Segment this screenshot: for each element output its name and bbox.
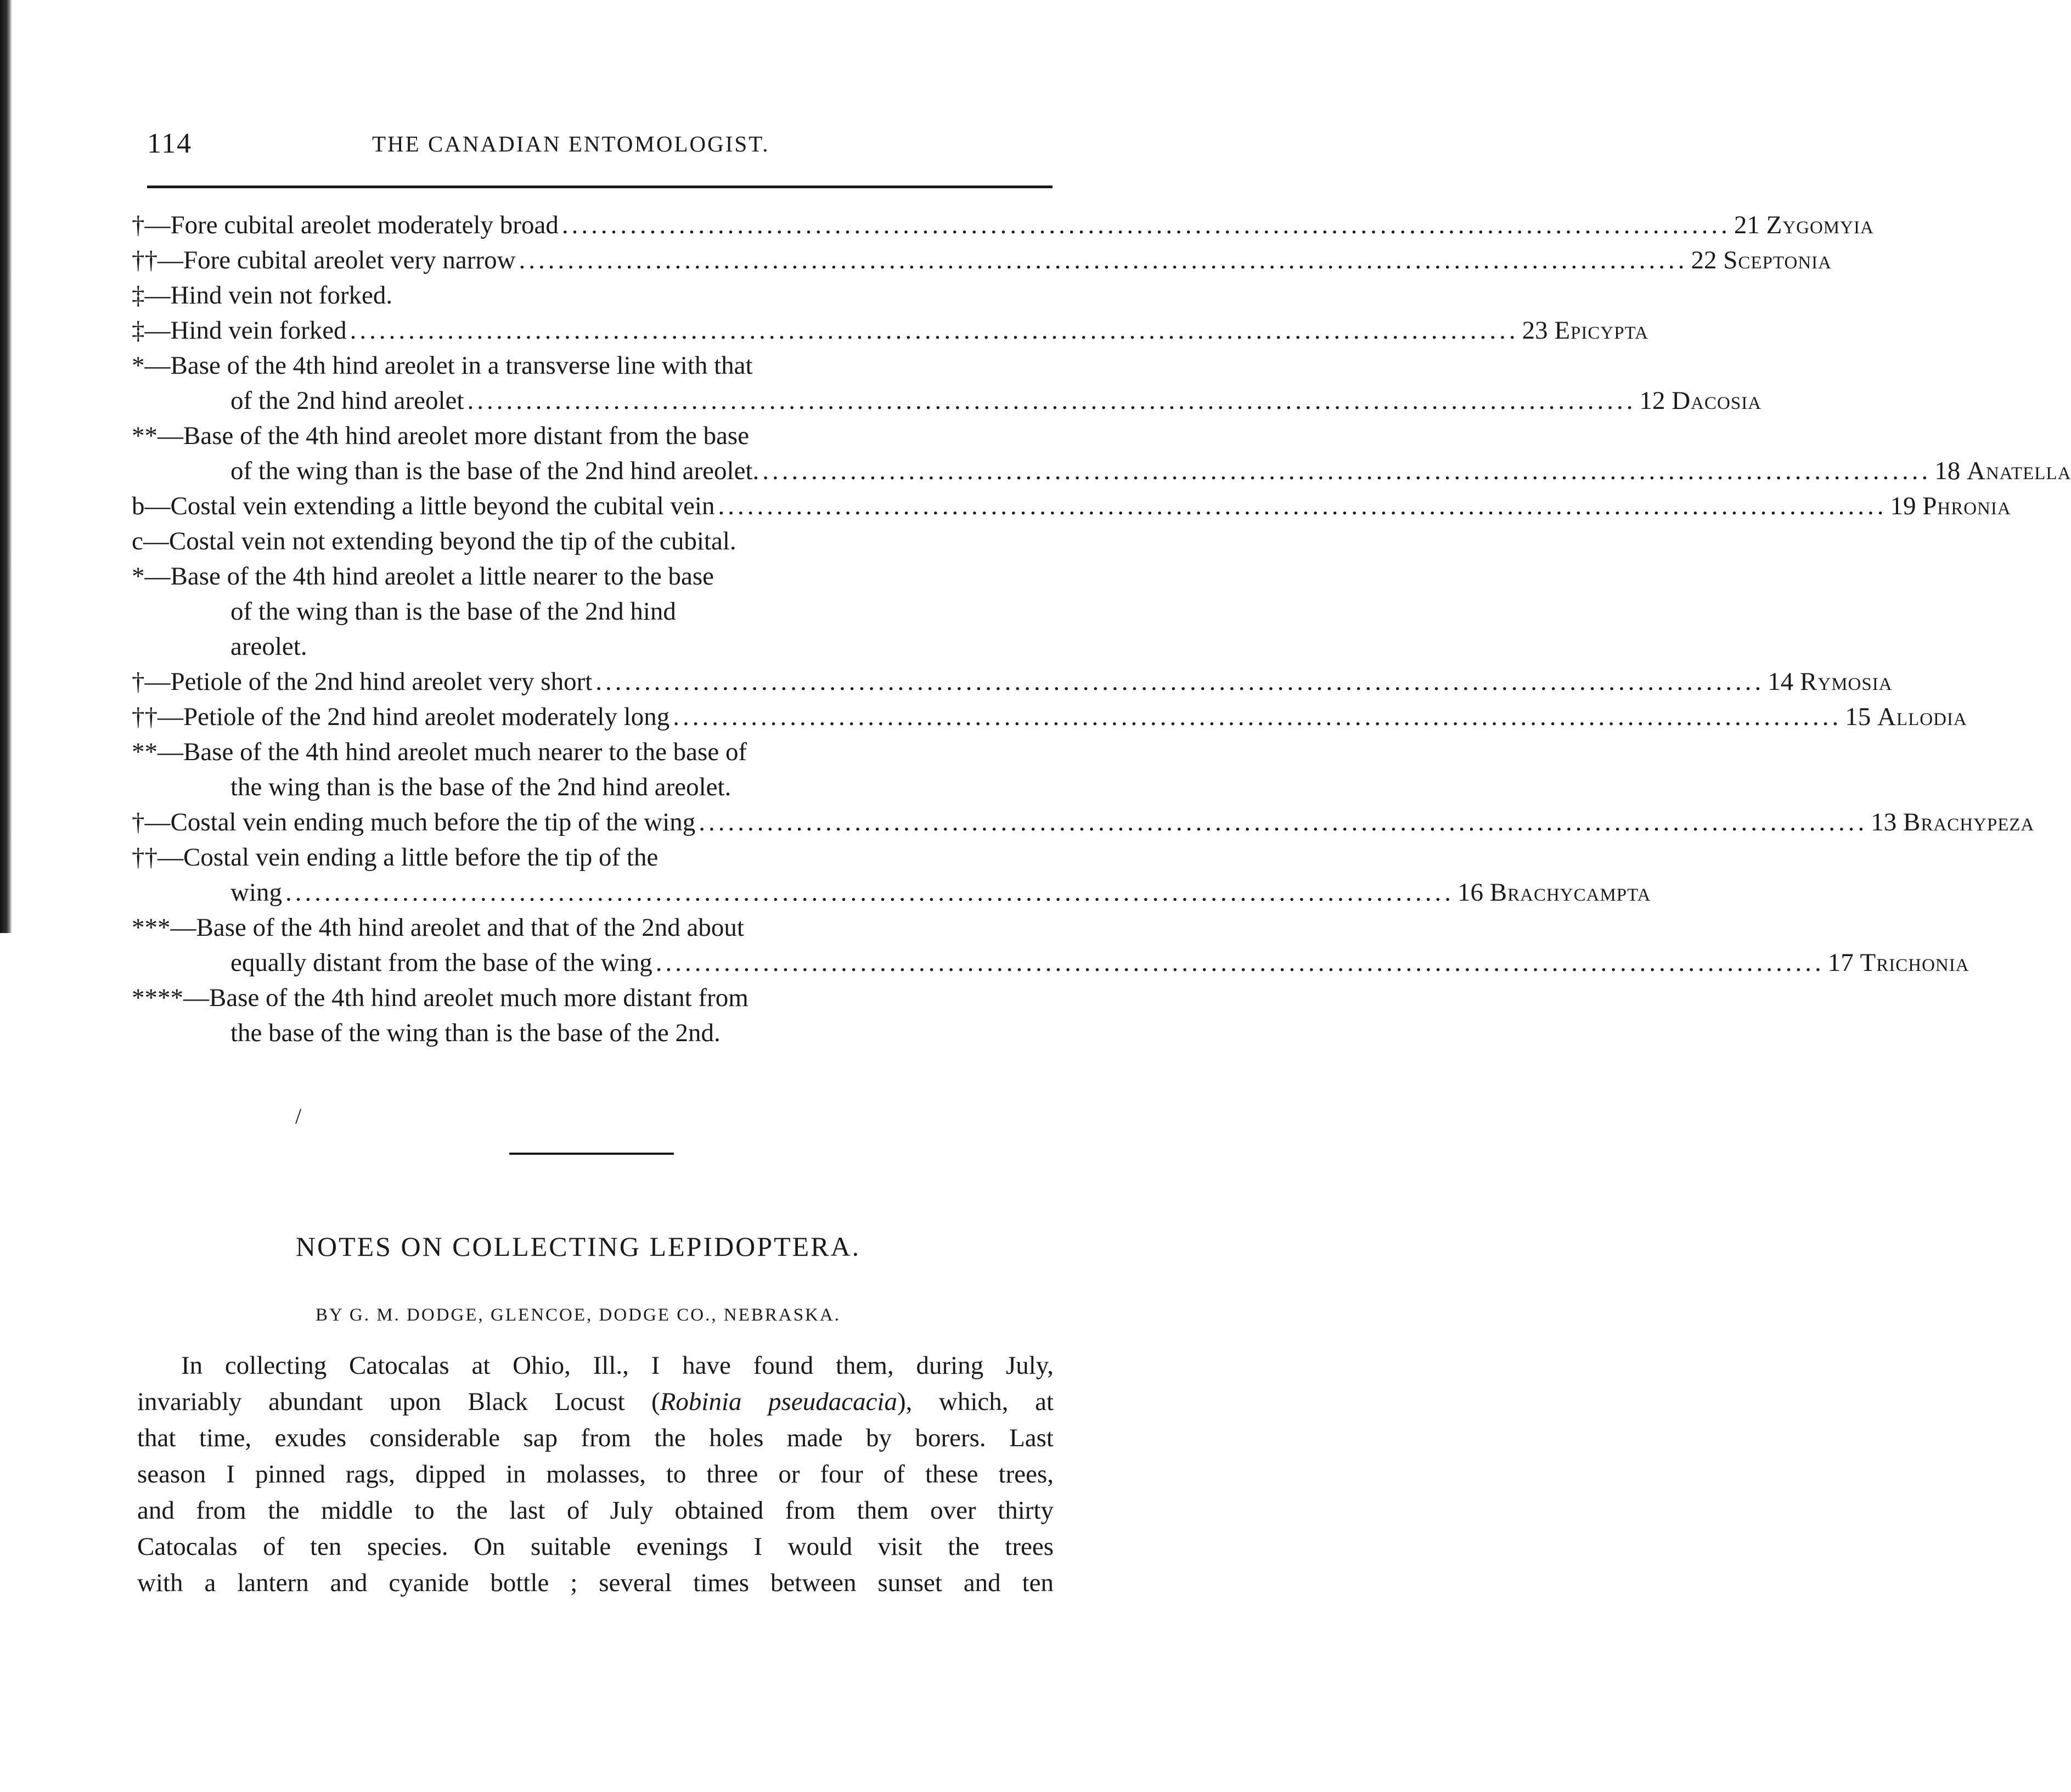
- key-text: —Base of the 4th hind areolet much nearer to the base of: [157, 738, 747, 766]
- body-line: [137, 1529, 1054, 1565]
- dot-leader: ........................................................................................................................: [699, 808, 1868, 836]
- key-text: the base of the wing than is the base of the 2nd.: [230, 1019, 721, 1047]
- key-text: —Costal vein ending a little before the tip of the: [157, 843, 659, 872]
- header-rule: [147, 186, 1053, 188]
- dot-leader: ........................................................................................................................: [467, 386, 1636, 415]
- body-line: [137, 1384, 1054, 1420]
- genus-name: Brachypeza: [1903, 808, 2035, 836]
- dot-leader: ........................................................................................................................: [519, 246, 1688, 274]
- key-mark: ††: [132, 843, 157, 872]
- binding-shadow: [0, 0, 12, 933]
- key-mark: ‡: [132, 281, 145, 310]
- genus-number: 17: [1827, 948, 1854, 977]
- key-entry: [132, 769, 1065, 805]
- genus-number: 19: [1890, 492, 1916, 520]
- key-entry: [132, 629, 1065, 664]
- body-text: season I pinned rags, dipped in molasses, to three or four of these trees,: [137, 1460, 1054, 1488]
- dot-leader: ........................................................................................................................: [655, 948, 1825, 977]
- key-text: —Petiole of the 2nd hind areolet moderately long: [157, 703, 670, 731]
- genus-number: 13: [1871, 808, 1897, 836]
- genus-name: Brachycampta: [1489, 878, 1651, 907]
- key-mark: *: [132, 351, 145, 380]
- key-entry: [132, 699, 1967, 734]
- key-entry: [132, 980, 1065, 1015]
- body-line: [137, 1347, 1054, 1384]
- journal-title: THE CANADIAN ENTOMOLOGIST.: [372, 131, 770, 156]
- key-entry: [132, 348, 1065, 383]
- key-entry: [132, 734, 1065, 769]
- key-mark: ***: [132, 913, 171, 942]
- article-body: [137, 1347, 1054, 1601]
- genus-name: Anatella: [1967, 457, 2071, 485]
- body-text: that time, exudes considerable sap from the holes made by borers. Last: [137, 1424, 1054, 1452]
- key-mark: b: [132, 492, 145, 520]
- key-entry: [132, 453, 2071, 488]
- genus-number: 12: [1639, 386, 1665, 415]
- key-text: areolet.: [230, 632, 307, 661]
- key-mark: †: [132, 211, 145, 239]
- key-text: —Costal vein extending a little beyond the cubital vein: [144, 492, 715, 520]
- key-entry: [132, 278, 1065, 313]
- dot-leader: ........................................................................................................................: [673, 703, 1842, 731]
- genus-number: 18: [1934, 457, 1961, 485]
- body-line: [137, 1456, 1054, 1492]
- genus-number: 22: [1691, 246, 1717, 274]
- species-name: Robinia pseudacacia: [660, 1387, 897, 1416]
- genus-name: Sceptonia: [1723, 246, 1832, 274]
- key-text: —Fore cubital areolet very narrow: [157, 246, 516, 274]
- key-mark: ††: [132, 703, 157, 731]
- genus-name: Trichonia: [1860, 948, 1969, 977]
- body-text: ), which, at: [897, 1387, 1054, 1416]
- section-divider: [509, 1153, 674, 1155]
- key-text: —Base of the 4th hind areolet in a transverse line with that: [144, 351, 753, 380]
- key-entry: [132, 243, 1832, 278]
- genus-name: Zygomyia: [1766, 211, 1874, 239]
- article-byline: BY G. M. DODGE, GLENCOE, DODGE CO., NEBRASKA.: [316, 1305, 841, 1325]
- key-text: —Base of the 4th hind areolet a little nearer to the base: [144, 562, 714, 591]
- key-mark: ‡: [132, 316, 145, 345]
- body-line: [137, 1565, 1054, 1601]
- key-text: equally distant from the base of the wing: [230, 948, 652, 977]
- genus-name: Epicypta: [1554, 316, 1648, 345]
- genus-number: 15: [1845, 703, 1871, 731]
- dot-leader: ........................................................................................................................: [285, 878, 1454, 907]
- page-number: 114: [147, 128, 193, 159]
- dot-leader: ........................................................................................................................: [718, 492, 1887, 520]
- body-text: with a lantern and cyanide bottle ; several times between sunset and ten: [137, 1569, 1054, 1597]
- running-head: [147, 127, 1058, 166]
- key-text: —Hind vein not forked.: [144, 281, 393, 310]
- key-entry: [132, 559, 1065, 594]
- key-entry: [132, 488, 2011, 524]
- key-text: of the 2nd hind areolet: [230, 386, 464, 415]
- key-mark: ††: [132, 246, 157, 274]
- key-entry: [132, 418, 1065, 453]
- genus-name: Phronia: [1922, 492, 2011, 520]
- key-entry: [132, 383, 1762, 418]
- body-line: [137, 1420, 1054, 1456]
- key-text: of the wing than is the base of the 2nd hind areolet.: [230, 457, 759, 485]
- stray-mark: /: [295, 1104, 302, 1128]
- genus-number: 21: [1734, 211, 1760, 239]
- key-text: of the wing than is the base of the 2nd hind: [230, 597, 676, 626]
- body-text: invariably abundant upon Black Locust (: [137, 1387, 660, 1416]
- genus-number: 14: [1768, 667, 1794, 696]
- genus-name: Allodia: [1877, 703, 1967, 731]
- key-mark: **: [132, 422, 157, 450]
- key-mark: †: [132, 808, 145, 836]
- genus-number: 23: [1522, 316, 1548, 345]
- key-text: —Base of the 4th hind areolet and that of the 2nd about: [170, 913, 744, 942]
- key-entry: [132, 594, 1065, 629]
- body-text: Catocalas of ten species. On suitable evenings I would visit the trees: [137, 1532, 1054, 1561]
- body-line: [137, 1492, 1054, 1529]
- body-text: In collecting Catocalas at Ohio, Ill., I have found them, during July,: [181, 1351, 1054, 1380]
- dot-leader: ........................................................................................................................: [762, 457, 1932, 485]
- key-entry: [132, 910, 1065, 945]
- body-text: and from the middle to the last of July obtained from them over thirty: [137, 1496, 1054, 1525]
- key-text: —Fore cubital areolet moderately broad: [144, 211, 559, 239]
- genus-name: Rymosia: [1800, 667, 1893, 696]
- key-entry: [132, 805, 2035, 840]
- key-text: —Costal vein ending much before the tip of the wing: [144, 808, 696, 836]
- key-mark: †: [132, 667, 145, 696]
- article-title: NOTES ON COLLECTING LEPIDOPTERA.: [295, 1231, 861, 1262]
- key-entry: [132, 840, 1065, 875]
- dot-leader: ........................................................................................................................: [350, 316, 1519, 345]
- key-text: —Base of the 4th hind areolet much more distant from: [183, 984, 749, 1012]
- key-text: —Petiole of the 2nd hind areolet very short: [144, 667, 593, 696]
- key-entry: [132, 313, 1648, 348]
- genus-name: Dacosia: [1672, 386, 1762, 415]
- key-entry: [132, 875, 1651, 910]
- key-text: the wing than is the base of the 2nd hind areolet.: [230, 773, 731, 801]
- key-entry: [132, 1015, 1065, 1051]
- key-text: —Costal vein not extending beyond the tip of the cubital.: [143, 527, 736, 555]
- key-entry: [132, 207, 1874, 243]
- key-text: —Hind vein forked: [144, 316, 347, 345]
- key-text: —Base of the 4th hind areolet more distant from the base: [157, 422, 750, 450]
- key-entry: [132, 524, 1065, 559]
- key-entry: [132, 945, 1969, 980]
- dot-leader: ........................................................................................................................: [561, 211, 1731, 239]
- key-text: wing: [230, 878, 282, 907]
- dot-leader: ........................................................................................................................: [595, 667, 1765, 696]
- key-mark: **: [132, 738, 157, 766]
- key-entry: [132, 664, 1893, 699]
- key-mark: c: [132, 527, 143, 555]
- genus-key: [132, 207, 2071, 1051]
- genus-number: 16: [1457, 878, 1483, 907]
- key-mark: *: [132, 562, 145, 591]
- key-mark: ****: [132, 984, 183, 1012]
